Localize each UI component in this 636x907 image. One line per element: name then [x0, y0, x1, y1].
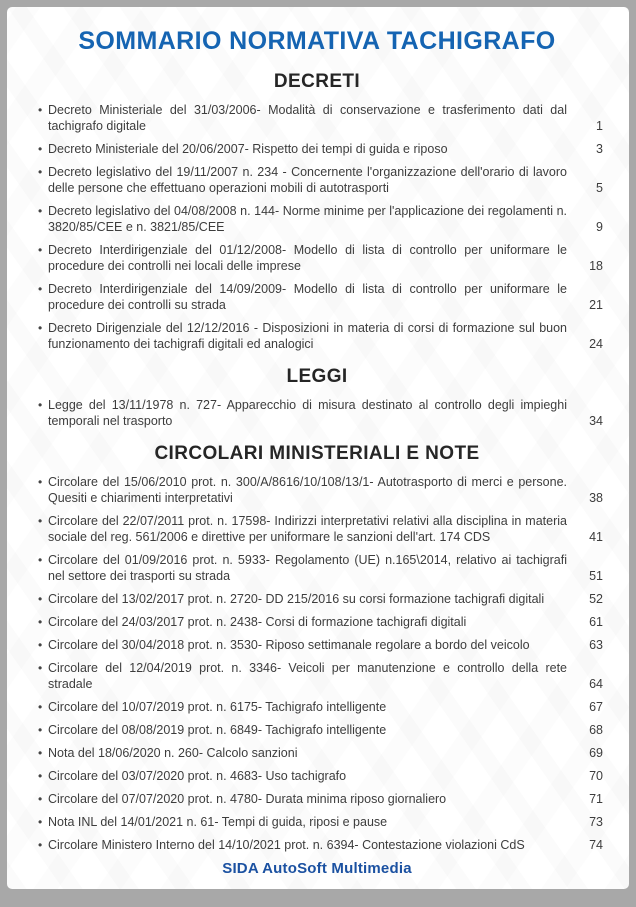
- toc-item: [31, 513, 603, 545]
- toc-item-text: Decreto Interdirigenziale del 14/09/2009- Modello di lista di controllo per uniformare le procedure dei controlli su strada: [48, 282, 567, 312]
- bullet-icon: •: [38, 746, 43, 760]
- toc-item-text: Circolare del 22/07/2011 prot. n. 17598- Indirizzi interpretativi relativi alla disciplina in materia sociale del reg. 561/2006 e direttive per uniformare le sanzioni dell'art. 174 CDS: [48, 514, 567, 544]
- toc-item-page: 5: [596, 181, 603, 195]
- bullet-icon: •: [38, 838, 43, 852]
- toc-item-page: 9: [596, 220, 603, 234]
- bullet-icon: •: [38, 553, 43, 567]
- toc-item-text: Circolare del 10/07/2019 prot. n. 6175- Tachigrafo intelligente: [48, 700, 387, 714]
- document-page: [7, 7, 629, 889]
- toc-item-text: Circolare del 30/04/2018 prot. n. 3530- Riposo settimanale regolare a bordo del veicolo: [48, 638, 530, 652]
- toc-item-text: Circolare del 03/07/2020 prot. n. 4683- Uso tachigrafo: [48, 769, 347, 783]
- toc-item: [31, 791, 603, 807]
- toc-item-text: Circolare del 12/04/2019 prot. n. 3346- Veicoli per manutenzione e controllo della rete stradale: [48, 661, 567, 691]
- bullet-icon: •: [38, 661, 43, 675]
- bullet-icon: •: [38, 243, 43, 257]
- bullet-icon: •: [38, 769, 43, 783]
- toc-item-text: Nota del 18/06/2020 n. 260- Calcolo sanzioni: [48, 746, 298, 760]
- toc-item-text: Decreto legislativo del 04/08/2008 n. 144- Norme minime per l'applicazione dei regolamenti n. 3820/85/CEE e n. 3821/85/CEE: [48, 204, 567, 234]
- toc-item-page: 18: [589, 259, 603, 273]
- page-title: SOMMARIO NORMATIVA TACHIGRAFO: [78, 27, 556, 55]
- toc-item-text: Decreto Dirigenziale del 12/12/2016 - Disposizioni in materia di corsi di formazione sul buon funzionamento dei tachigrafi digitali ed analogici: [48, 321, 567, 351]
- toc-item-page: 71: [589, 792, 603, 806]
- toc-item-text: Nota INL del 14/01/2021 n. 61- Tempi di guida, riposi e pause: [48, 815, 388, 829]
- section-heading: DECRETI: [273, 71, 361, 92]
- toc-list: [31, 474, 603, 853]
- bullet-icon: •: [38, 615, 43, 629]
- toc-item: [31, 637, 603, 653]
- toc-item: [31, 141, 603, 157]
- bullet-icon: •: [38, 321, 43, 335]
- toc-item: [31, 552, 603, 584]
- toc-item: [31, 722, 603, 738]
- toc-item: [31, 814, 603, 830]
- toc-item-page: 70: [589, 769, 603, 783]
- toc-item-page: 52: [589, 592, 603, 606]
- toc-list: [31, 102, 603, 352]
- toc-item-text: Circolare del 08/08/2019 prot. n. 6849- Tachigrafo intelligente: [48, 723, 387, 737]
- toc-item-text: Legge del 13/11/1978 n. 727- Apparecchio di misura destinato al controllo degli impieghi temporali nel trasporto: [48, 398, 567, 428]
- toc-item-page: 67: [589, 700, 603, 714]
- toc-item-text: Decreto Interdirigenziale del 01/12/2008- Modello di lista di controllo per uniformare le procedure dei controlli nei locali delle imprese: [48, 243, 567, 273]
- toc-item: [31, 614, 603, 630]
- toc-item-page: 1: [596, 119, 603, 133]
- toc-item-page: 69: [589, 746, 603, 760]
- bullet-icon: •: [38, 204, 43, 218]
- section-heading: CIRCOLARI MINISTERIALI E NOTE: [154, 443, 480, 464]
- toc-item-page: 34: [589, 414, 603, 428]
- toc-item-page: 3: [596, 142, 603, 156]
- toc-item-page: 24: [589, 337, 603, 351]
- toc-item-page: 51: [589, 569, 603, 583]
- footer-brand: SIDA AutoSoft Multimedia: [222, 860, 412, 877]
- toc-item-page: 61: [589, 615, 603, 629]
- toc-sections: [31, 66, 603, 860]
- toc-item: [31, 660, 603, 692]
- bullet-icon: •: [38, 103, 43, 117]
- bullet-icon: •: [38, 165, 43, 179]
- toc-item-page: 68: [589, 723, 603, 737]
- bullet-icon: •: [38, 514, 43, 528]
- toc-section-leggi: [31, 366, 603, 429]
- toc-section-decreti: [31, 71, 603, 352]
- toc-item: [31, 397, 603, 429]
- toc-item: [31, 320, 603, 352]
- bullet-icon: •: [38, 638, 43, 652]
- toc-item-text: Circolare del 07/07/2020 prot. n. 4780- Durata minima riposo giornaliero: [48, 792, 447, 806]
- toc-item: [31, 745, 603, 761]
- toc-item: [31, 242, 603, 274]
- bullet-icon: •: [38, 592, 43, 606]
- toc-item-text: Circolare del 15/06/2010 prot. n. 300/A/8616/10/108/13/1- Autotrasporto di merci e persone. Quesiti e chiarimenti interpretativi: [48, 475, 567, 505]
- toc-item: [31, 102, 603, 134]
- bullet-icon: •: [38, 142, 43, 156]
- toc-item: [31, 837, 603, 853]
- toc-item-page: 74: [589, 838, 603, 852]
- toc-item: [31, 281, 603, 313]
- toc-item-page: 63: [589, 638, 603, 652]
- toc-item-text: Decreto Ministeriale del 20/06/2007- Rispetto dei tempi di guida e riposo: [48, 142, 448, 156]
- bullet-icon: •: [38, 700, 43, 714]
- toc-item: [31, 699, 603, 715]
- toc-item-text: Circolare del 13/02/2017 prot. n. 2720- DD 215/2016 su corsi formazione tachigrafi digitali: [48, 592, 545, 606]
- toc-item: [31, 164, 603, 196]
- toc-item-page: 41: [589, 530, 603, 544]
- toc-section-circolari-ministeriali-e-note: [31, 443, 603, 853]
- bullet-icon: •: [38, 398, 43, 412]
- toc-item-text: Circolare del 01/09/2016 prot. n. 5933- Regolamento (UE) n.165\2014, relativo ai tachigrafi nel settore dei trasporti su strada: [48, 553, 567, 583]
- toc-item: [31, 768, 603, 784]
- toc-item-page: 21: [589, 298, 603, 312]
- toc-item-page: 38: [589, 491, 603, 505]
- toc-item: [31, 591, 603, 607]
- toc-item-page: 64: [589, 677, 603, 691]
- toc-item: [31, 203, 603, 235]
- bullet-icon: •: [38, 815, 43, 829]
- toc-item-text: Decreto legislativo del 19/11/2007 n. 234 - Concernente l'organizzazione dell'orario di lavoro delle persone che effettuano operazioni mobili di autotrasporti: [48, 165, 567, 195]
- bullet-icon: •: [38, 282, 43, 296]
- toc-item-page: 73: [589, 815, 603, 829]
- bullet-icon: •: [38, 792, 43, 806]
- bullet-icon: •: [38, 723, 43, 737]
- toc-item-text: Circolare Ministero Interno del 14/10/2021 prot. n. 6394- Contestazione violazioni CdS: [48, 838, 525, 852]
- bullet-icon: •: [38, 475, 43, 489]
- toc-item: [31, 474, 603, 506]
- toc-list: [31, 397, 603, 429]
- section-heading: LEGGI: [286, 366, 348, 387]
- toc-item-text: Decreto Ministeriale del 31/03/2006- Modalità di conservazione e trasferimento dati dal tachigrafo digitale: [48, 103, 567, 133]
- toc-item-text: Circolare del 24/03/2017 prot. n. 2438- Corsi di formazione tachigrafi digitali: [48, 615, 467, 629]
